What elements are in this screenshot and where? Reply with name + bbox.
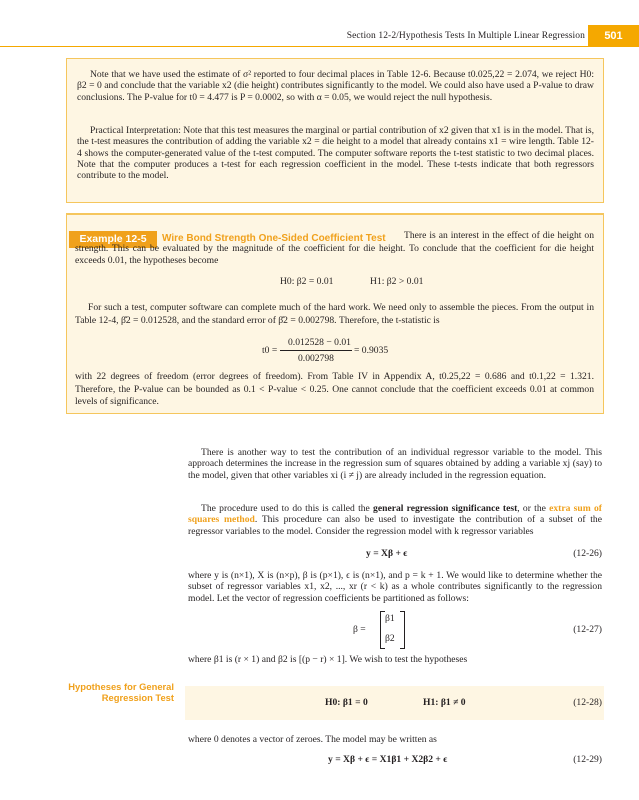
example-h1: H1: β2 > 0.01 bbox=[370, 276, 424, 287]
equation-12-27 bbox=[188, 611, 602, 651]
example-paragraph-2: For such a test, computer software can complete much of the hard work. We need only to assemble the pieces. From the output in Table 12-4, β̂2 = 0.012528, and the standard error of β̂2 = 0.002798. Therefore, the t-statistic is bbox=[75, 302, 594, 326]
hypotheses-box bbox=[185, 686, 604, 720]
example-h0: H0: β2 = 0.01 bbox=[280, 276, 334, 287]
body-paragraph-2-b: , or the bbox=[517, 503, 550, 514]
hypothesis-h0: H0: β1 = 0 bbox=[325, 697, 368, 708]
t-statistic-value: = 0.9035 bbox=[354, 345, 389, 356]
equation-12-29 bbox=[188, 754, 602, 768]
body-paragraph-5: where 0 denotes a vector of zeroes. The model may be written as bbox=[188, 734, 437, 745]
term-extra-sum-of-squares: extra sum of squares method bbox=[188, 503, 602, 526]
hypothesis-h1: H1: β1 ≠ 0 bbox=[423, 697, 466, 708]
example-paragraph-3: with 22 degrees of freedom (error degrees of freedom). From Table IV in Appendix A, t0.25,22 = 0.686 and t0.1,22 = 1.321. Therefore, the P-value can be bounded as 0.1 < P-value < 0.25. One cannot conclude that the coefficient exceeds 0.01 at common levels of significance. bbox=[75, 371, 594, 408]
equation-12-26-number: (12-26) bbox=[573, 548, 602, 559]
term-general-regression-test: general regression significance test bbox=[373, 503, 518, 514]
right-bracket bbox=[400, 611, 405, 649]
equation-12-28-number: (12-28) bbox=[573, 697, 602, 708]
left-bracket bbox=[380, 611, 385, 649]
box-paragraph-1: Note that we have used the estimate of σ² reported to four decimal places in Table 12-6. Because t0.025,22 = 2.074, we reject H0: β2 = 0 and conclude that the variable x2 (die height) contributes significantly to the model. We could also have used a P-value to draw conclusions. The P-value for t0 = 4.477 is P = 0.0002, so with α = 0.05, we would reject the null hypothesis. bbox=[77, 69, 594, 103]
body-paragraph-2-a: The procedure used to do this is called the bbox=[201, 503, 374, 514]
fraction-bar bbox=[280, 350, 352, 351]
running-head: Section 12-2/Hypothesis Tests In Multiple Linear Regression bbox=[346, 31, 585, 41]
equation-12-29-number: (12-29) bbox=[573, 754, 602, 765]
body-paragraph-4: where β1 is (r × 1) and β2 is [(p − r) × 1]. We wish to test the hypotheses bbox=[188, 654, 468, 665]
body-paragraph-2 bbox=[188, 503, 602, 537]
equation-12-27-beta1: β1 bbox=[385, 613, 395, 624]
example-title: Wire Bond Strength One-Sided Coefficient Test bbox=[162, 233, 386, 244]
body-paragraph-3: where y is (n×1), X is (n×p), β is (p×1), ϵ is (n×1), and p = k + 1. We would like to determine whether the subset of regressor variables x1, x2, ..., xr (r < k) as a whole contributes significantly to the regression model. Let the vector of regression coefficients be partitioned as follows: bbox=[188, 570, 602, 604]
page-number: 501 bbox=[588, 25, 639, 47]
equation-12-27-lhs: β = bbox=[353, 624, 366, 635]
body-paragraph-2-c: . This procedure can also be used to investigate the contribution of a subset of the regressor variables to the model. Consider the regression model with k regressor variables bbox=[188, 514, 602, 537]
example-label: Example 12-5 bbox=[69, 231, 157, 248]
equation-12-29-body: y = Xβ + ϵ = X1β1 + X2β2 + ϵ bbox=[328, 754, 448, 765]
t-statistic-numerator: 0.012528 − 0.01 bbox=[288, 337, 351, 348]
t-statistic-lhs: t0 = bbox=[262, 345, 278, 356]
equation-12-27-number: (12-27) bbox=[573, 624, 602, 635]
box-paragraph-2: Practical Interpretation: Note that this test measures the marginal or partial contribution of x2 given that x1 is in the model. That is, the t-test measures the contribution of adding the variable x2 = die height to a model that already contains x1 = wire length. Table 12-4 shows the computer-generated value of the t-test computed. The computer software reports the t-test statistic to two decimal places. Note that the computer produces a t-test for each regression coefficient in the model. These t-tests indicate that both regressors contribute to the model. bbox=[77, 125, 594, 182]
equation-12-26 bbox=[188, 548, 602, 562]
body-paragraph-1: There is another way to test the contribution of an individual regressor variable to the model. This approach determines the increase in the regression sum of squares obtained by adding a variable xj (say) to the model, given that other variables xi (i ≠ j) are already included in the regression equation. bbox=[188, 447, 602, 481]
t-statistic-denominator: 0.002798 bbox=[298, 353, 334, 364]
margin-note: Hypotheses for General Regression Test bbox=[68, 681, 174, 703]
header-rule bbox=[0, 46, 639, 47]
equation-12-27-beta2: β2 bbox=[385, 633, 395, 644]
equation-12-26-body: y = Xβ + ϵ bbox=[366, 548, 408, 559]
continuation-box bbox=[66, 58, 604, 203]
example-paragraph-1: There is an interest in the effect of die height on strength. This can be evaluated by the magnitude of the coefficient for die height. To conclude that the coefficient for die height exceeds 0.01, the hypotheses become bbox=[75, 230, 594, 267]
